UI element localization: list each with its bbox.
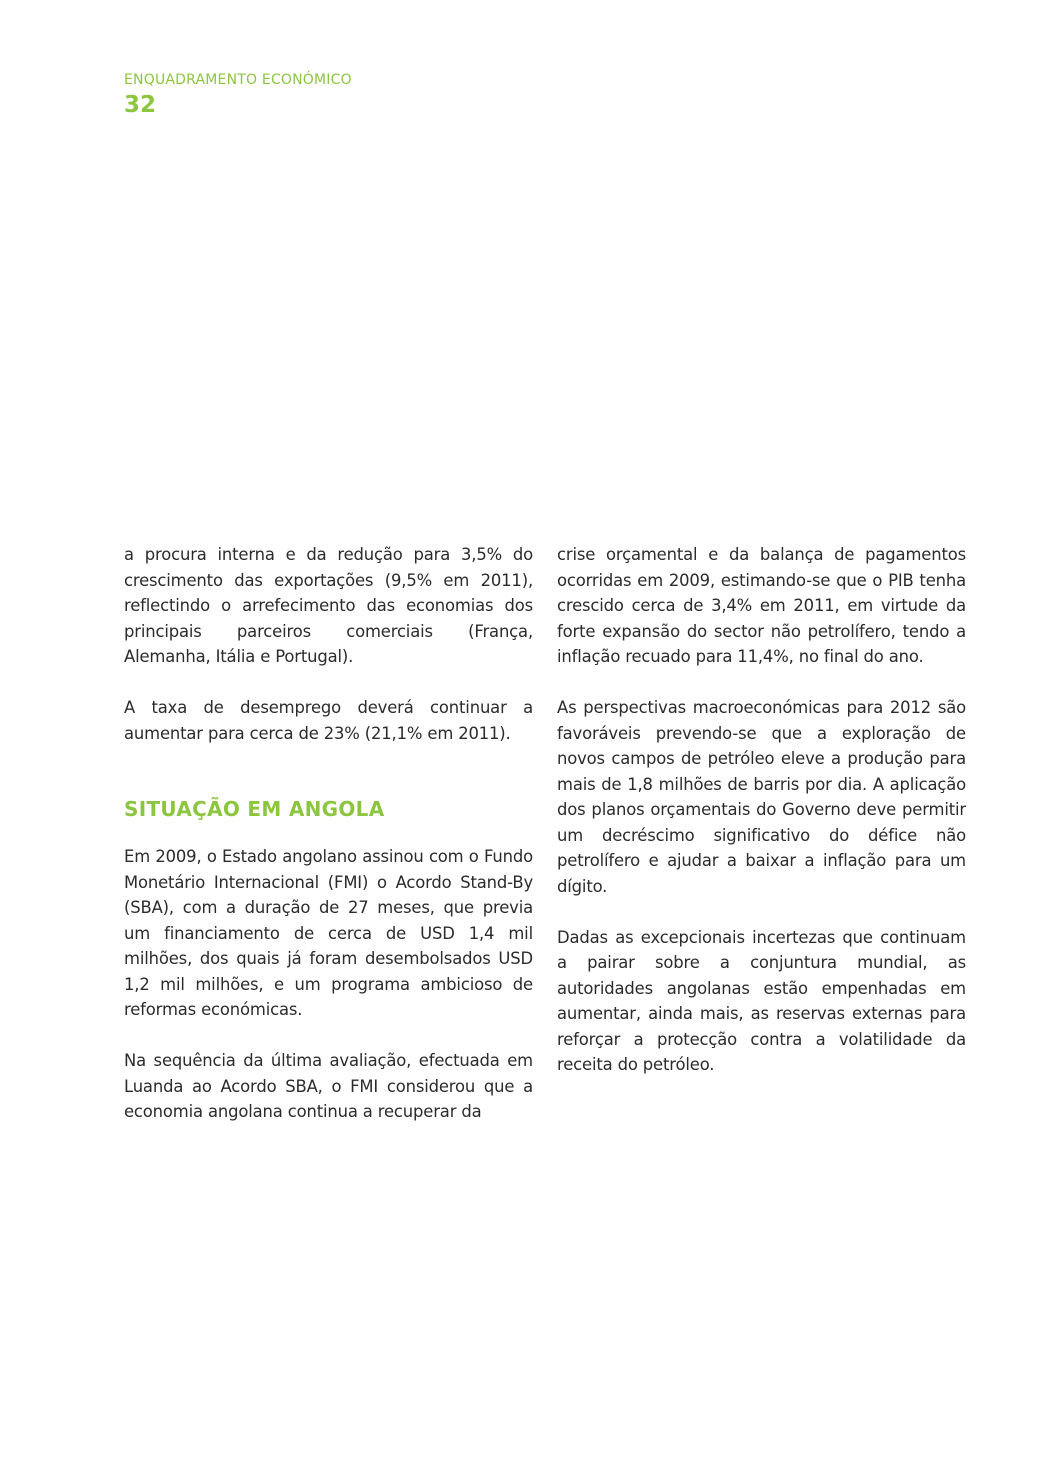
paragraph-gdp-growth: crise orçamental e da balança de pagamentos ocorridas em 2009, estimando-se que o PIB tenha crescido cerca de 3,4% em 2011, em virtude da forte expansão do sector não petrolífero, tendo a inflação recuado para 11,4%, no final do ano. — [557, 545, 966, 666]
section-label: ENQUADRAMENTO ECONÓMICO — [124, 72, 352, 88]
right-column — [557, 542, 966, 1078]
paragraph-outlook-2012: As perspectivas macroeconómicas para 2012 são favoráveis prevendo-se que a exploração de novos campos de petróleo eleve a produção para mais de 1,8 milhões de barris por dia. A aplicação dos planos orçamentais do Governo deve permitir um decréscimo significativo do défice não petrolífero e ajudar a baixar a inflação para um dígito. — [557, 698, 966, 896]
section-heading: SITUAÇÃO EM ANGOLA — [124, 797, 385, 821]
paragraph-imf-evaluation: Na sequência da última avaliação, efectuada em Luanda ao Acordo SBA, o FMI considerou que a economia angolana continua a recuperar da — [124, 1051, 533, 1121]
left-column — [124, 542, 533, 1125]
paragraph-imf-agreement: Em 2009, o Estado angolano assinou com o Fundo Monetário Internacional (FMI) o Acordo Stand-By (SBA), com a duração de 27 meses, que previa um financiamento de cerca de USD 1,4 mil milhões, dos quais já foram desembolsados USD 1,2 mil milhões, e um programa ambicioso de reformas económicas. — [124, 847, 533, 1019]
page-number: 32 — [124, 92, 157, 118]
paragraph-exports: a procura interna e da redução para 3,5% do crescimento das exportações (9,5% em 2011), reflectindo o arrefecimento das economias dos principais parceiros comerciais (França, Alemanha, Itália e Portugal). — [124, 545, 533, 666]
page-header — [124, 70, 352, 118]
paragraph-reserves: Dadas as excepcionais incertezas que continuam a pairar sobre a conjuntura mundial, as autoridades angolanas estão empenhadas em aumentar, ainda mais, as reservas externas para reforçar a protecção contra a volatilidade da receita do petróleo. — [557, 927, 966, 1074]
paragraph-unemployment: A taxa de desemprego deverá continuar a aumentar para cerca de 23% (21,1% em 2011). — [124, 698, 533, 743]
